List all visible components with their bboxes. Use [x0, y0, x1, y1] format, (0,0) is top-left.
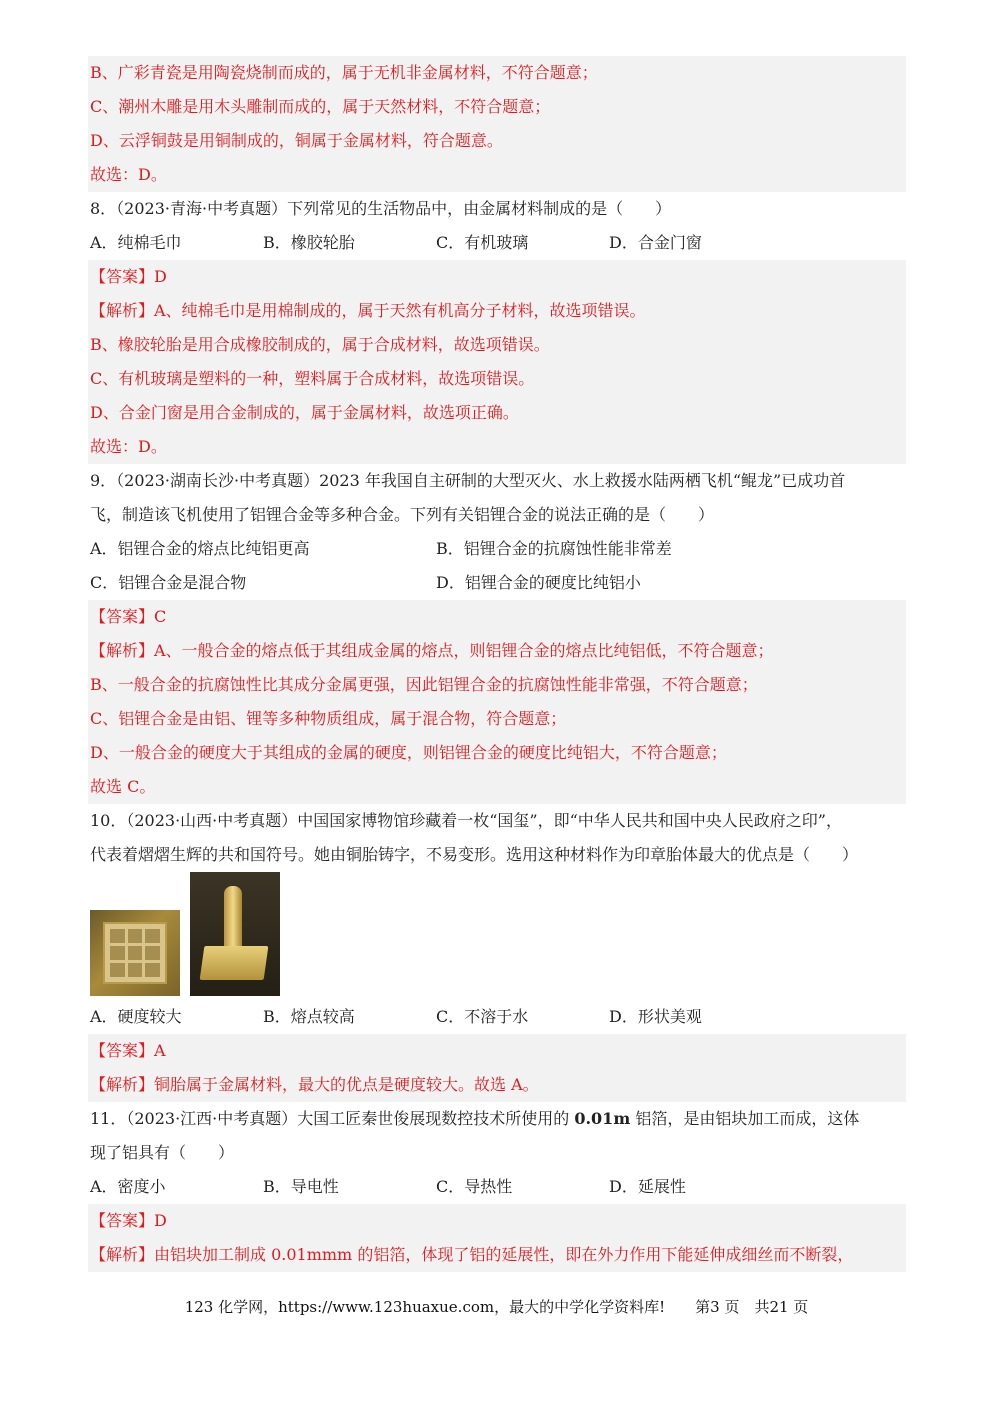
option-a: A．密度小: [90, 1177, 166, 1196]
option-d: D．形状美观: [609, 1007, 702, 1026]
seal-side-image: [190, 872, 280, 996]
question-9-options-row2: [88, 566, 906, 600]
question-9-stem-cont: 飞，制造该飞机使用了铝锂合金等多种合金。下列有关铝锂合金的说法正确的是（ ）: [90, 505, 715, 524]
content-area: [88, 56, 906, 1272]
question-11-options: [88, 1170, 906, 1204]
analysis-conclusion: 故选：D。: [88, 430, 906, 464]
analysis-line: B、广彩青瓷是用陶瓷烧制而成的，属于无机非金属材料，不符合题意；: [88, 56, 906, 90]
analysis-line: D、合金门窗是用合金制成的，属于金属材料，故选项正确。: [88, 396, 906, 430]
answer-label: 【答案】D: [88, 1204, 906, 1238]
analysis-line: C、潮州木雕是用木头雕制而成的，属于天然材料，不符合题意；: [88, 90, 906, 124]
question-8-stem: 8．（2023·青海·中考真题）下列常见的生活物品中，由金属材料制成的是（ ）: [90, 199, 672, 218]
answer-label: 【答案】D: [88, 260, 906, 294]
question-8-options: [88, 226, 906, 260]
question-9-options-row1: [88, 532, 906, 566]
option-c: C．导热性: [436, 1177, 513, 1196]
question-11-stem-cont: 现了铝具有（ ）: [90, 1143, 235, 1162]
answer-label: 【答案】C: [88, 600, 906, 634]
option-c: C．铝锂合金是混合物: [90, 573, 247, 592]
question-10-options: [88, 1000, 906, 1034]
option-b: B．橡胶轮胎: [263, 233, 355, 252]
analysis-line: C、铝锂合金是由铝、锂等多种物质组成，属于混合物，符合题意；: [88, 702, 906, 736]
analysis-line: C、有机玻璃是塑料的一种，塑料属于合成材料，故选项错误。: [88, 362, 906, 396]
option-c: C．不溶于水: [436, 1007, 529, 1026]
option-b: B．熔点较高: [263, 1007, 355, 1026]
option-a: A．铝锂合金的熔点比纯铝更高: [90, 539, 310, 558]
question-10-stem: 10．（2023·山西·中考真题）中国国家博物馆珍藏着一枚“国玺”，即“中华人民共和国中央人民政府之印”，: [90, 811, 842, 830]
option-d: D．合金门窗: [609, 233, 702, 252]
analysis-line: B、一般合金的抗腐蚀性比其成分金属更强，因此铝锂合金的抗腐蚀性能非常强，不符合题意；: [88, 668, 906, 702]
analysis-line: B、橡胶轮胎是用合成橡胶制成的，属于合成材料，故选项错误。: [88, 328, 906, 362]
question-11-stem: 11．（2023·江西·中考真题）大国工匠秦世俊展现数控技术所使用的 0.01m 铝箔，是由铝块加工而成，这体: [90, 1109, 860, 1128]
option-a: A．硬度较大: [90, 1007, 182, 1026]
question-9-stem: 9．（2023·湖南长沙·中考真题）2023 年我国自主研制的大型灭火、水上救援水陆两栖飞机“鲲龙”已成功首: [90, 471, 846, 490]
analysis-conclusion: 故选：D。: [88, 158, 906, 192]
question-10-stem-cont: 代表着熠熠生辉的共和国符号。她由铜胎铸字，不易变形。选用这种材料作为印章胎体最大的优点是（ ）: [90, 845, 859, 864]
option-d: D．延展性: [609, 1177, 686, 1196]
thickness-value: 0.01m: [574, 1109, 631, 1128]
analysis-line: D、云浮铜鼓是用铜制成的，铜属于金属材料，符合题意。: [88, 124, 906, 158]
option-a: A．纯棉毛巾: [90, 233, 182, 252]
analysis-line: D、一般合金的硬度大于其组成的金属的硬度，则铝锂合金的硬度比纯铝大，不符合题意；: [88, 736, 906, 770]
seal-images: [88, 872, 906, 1000]
analysis-line: 【解析】A、纯棉毛巾是用棉制成的，属于天然有机高分子材料，故选项错误。: [88, 294, 906, 328]
answer-label: 【答案】A: [88, 1034, 906, 1068]
seal-face-image: [90, 910, 180, 996]
analysis-line: 【解析】A、一般合金的熔点低于其组成金属的熔点，则铝锂合金的熔点比纯铝低，不符合题意；: [88, 634, 906, 668]
option-b: B．铝锂合金的抗腐蚀性能非常差: [436, 539, 672, 558]
page-footer: 123 化学网，https://www.123huaxue.com，最大的中学化学资料库! 第3 页 共21 页: [184, 1298, 809, 1316]
analysis-line: 【解析】由铝块加工制成 0.01mmm 的铝箔，体现了铝的延展性，即在外力作用下能延伸成细丝而不断裂，: [88, 1238, 906, 1272]
option-c: C．有机玻璃: [436, 233, 529, 252]
option-d: D．铝锂合金的硬度比纯铝小: [436, 573, 641, 592]
option-b: B．导电性: [263, 1177, 339, 1196]
analysis-conclusion: 故选 C。: [88, 770, 906, 804]
analysis-line: 【解析】铜胎属于金属材料，最大的优点是硬度较大。故选 A。: [88, 1068, 906, 1102]
